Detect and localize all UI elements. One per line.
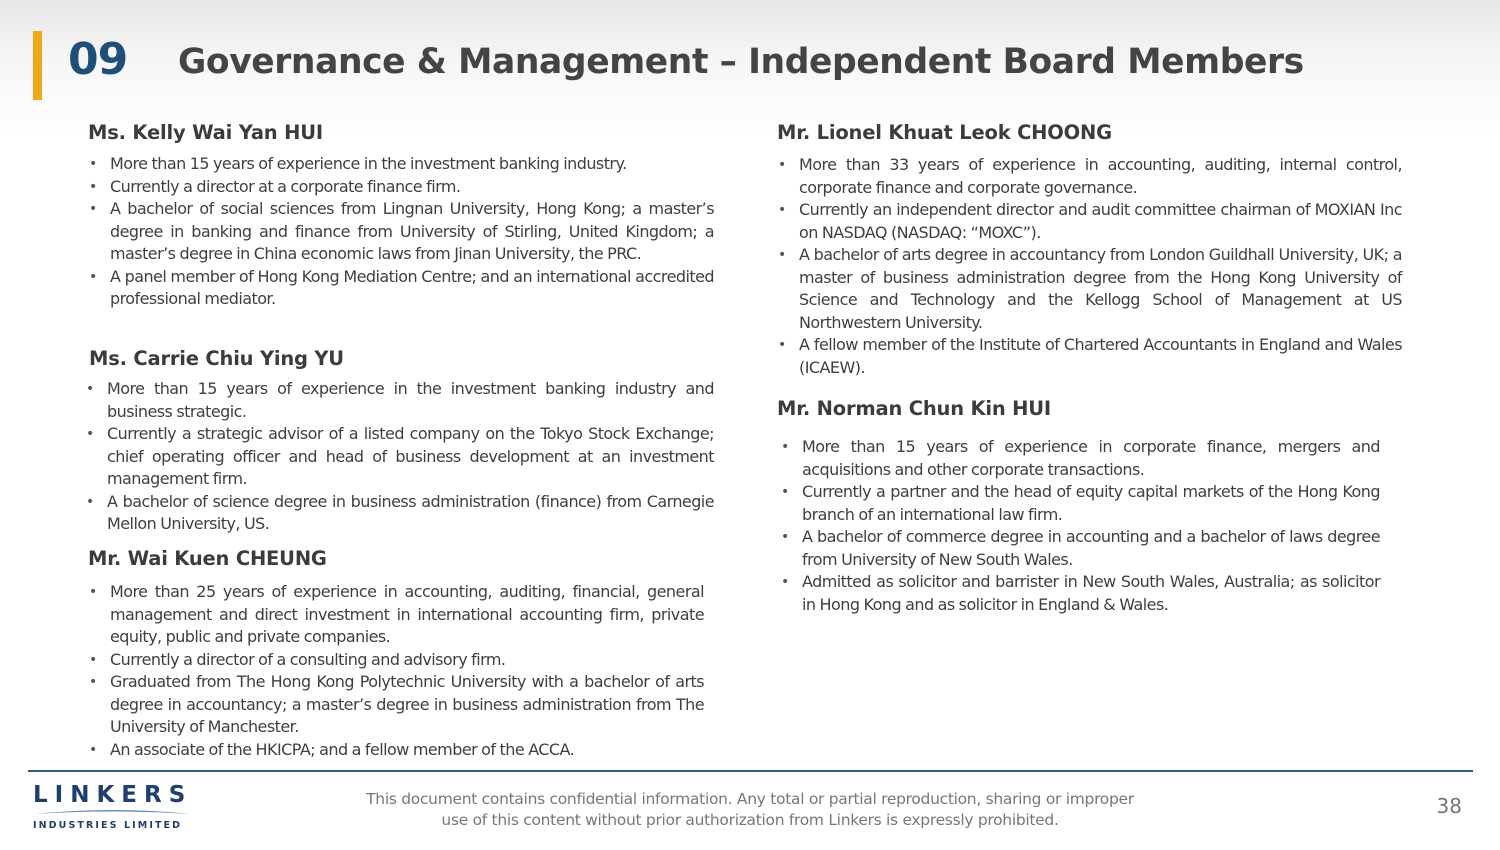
bullet-item: • More than 33 years of experience in accounting, auditing, internal control, corporate finance and corporate governance. — [777, 154, 1402, 199]
bullet-item: • Currently a director of a consulting and advisory firm. — [88, 649, 704, 672]
member-norman-hui — [777, 397, 1380, 616]
member-bullets — [85, 378, 714, 536]
member-name: Ms. Kelly Wai Yan HUI — [88, 121, 323, 144]
logo-wordmark: LINKERS — [33, 782, 193, 808]
bullet-item: • A bachelor of commerce degree in accounting and a bachelor of laws degree from University of New South Wales. — [780, 526, 1380, 571]
bullet-item: • Currently a director at a corporate finance firm. — [88, 176, 714, 199]
disclaimer-line: use of this content without prior authorization from Linkers is expressly prohibited. — [441, 810, 1059, 829]
member-kelly-hui — [88, 121, 714, 311]
member-wai-kuen-cheung — [88, 547, 704, 761]
bullet-item: • Currently a partner and the head of equity capital markets of the Hong Kong branch of an international law firm. — [780, 481, 1380, 526]
bullet-item: • A panel member of Hong Kong Mediation Centre; and an international accredited professional mediator. — [88, 266, 714, 311]
bullet-item: • More than 15 years of experience in the investment banking industry. — [88, 153, 714, 176]
bullet-item: • More than 15 years of experience in the investment banking industry and business strategic. — [85, 378, 714, 423]
member-bullets — [88, 581, 704, 761]
bullet-item: • Admitted as solicitor and barrister in New South Wales, Australia; as solicitor in Hong Kong and as solicitor in England & Wales. — [780, 571, 1380, 616]
bullet-item: • A fellow member of the Institute of Chartered Accountants in England and Wales (ICAEW). — [777, 334, 1402, 379]
bullet-item: • Currently a strategic advisor of a listed company on the Tokyo Stock Exchange; chief operating officer and head of business development at an investment management firm. — [85, 423, 714, 491]
bullet-item: • A bachelor of science degree in business administration (finance) from Carnegie Mellon University, US. — [85, 491, 714, 536]
bullet-item: • More than 25 years of experience in accounting, auditing, financial, general management and direct investment in international accounting firm, private equity, public and private companies. — [88, 581, 704, 649]
footer-divider — [28, 770, 1473, 772]
bullet-item: • A bachelor of social sciences from Lingnan University, Hong Kong; a master’s degree in banking and finance from University of Stirling, United Kingdom; a master’s degree in China economic laws from Jinan University, the PRC. — [88, 198, 714, 266]
section-number: 09 — [68, 34, 128, 85]
logo-swoosh-icon — [33, 806, 193, 820]
logo-subtitle: INDUSTRIES LIMITED — [33, 820, 183, 831]
page-number: 38 — [1436, 794, 1462, 818]
bullet-item: • An associate of the HKICPA; and a fellow member of the ACCA. — [88, 739, 704, 762]
member-bullets — [777, 154, 1402, 379]
member-name: Mr. Wai Kuen CHEUNG — [88, 547, 327, 570]
bullet-item: • Graduated from The Hong Kong Polytechnic University with a bachelor of arts degree in accountancy; a master’s degree in business administration from The University of Manchester. — [88, 671, 704, 739]
confidentiality-disclaimer — [300, 789, 1200, 830]
bullet-item: • A bachelor of arts degree in accountancy from London Guildhall University, UK; a master of business administration degree from the Hong Kong University of Science and Technology and the Kellogg School of Management at US Northwestern University. — [777, 244, 1402, 334]
member-carrie-yu — [89, 347, 714, 536]
member-lionel-choong — [777, 121, 1402, 379]
bullet-item: • Currently an independent director and audit committee chairman of MOXIAN Inc on NASDAQ (NASDAQ: “MOXC”). — [777, 199, 1402, 244]
section-accent-bar — [33, 31, 42, 100]
member-name: Mr. Lionel Khuat Leok CHOONG — [777, 121, 1112, 144]
company-logo — [33, 784, 193, 830]
disclaimer-line: This document contains confidential information. Any total or partial reproduction, sharing or improper — [366, 790, 1134, 808]
member-bullets — [88, 153, 714, 311]
member-name: Ms. Carrie Chiu Ying YU — [89, 347, 344, 370]
page-title: Governance & Management – Independent Board Members — [178, 42, 1304, 82]
member-bullets — [780, 436, 1380, 616]
member-name: Mr. Norman Chun Kin HUI — [777, 397, 1051, 420]
bullet-item: • More than 15 years of experience in corporate finance, mergers and acquisitions and other corporate transactions. — [780, 436, 1380, 481]
